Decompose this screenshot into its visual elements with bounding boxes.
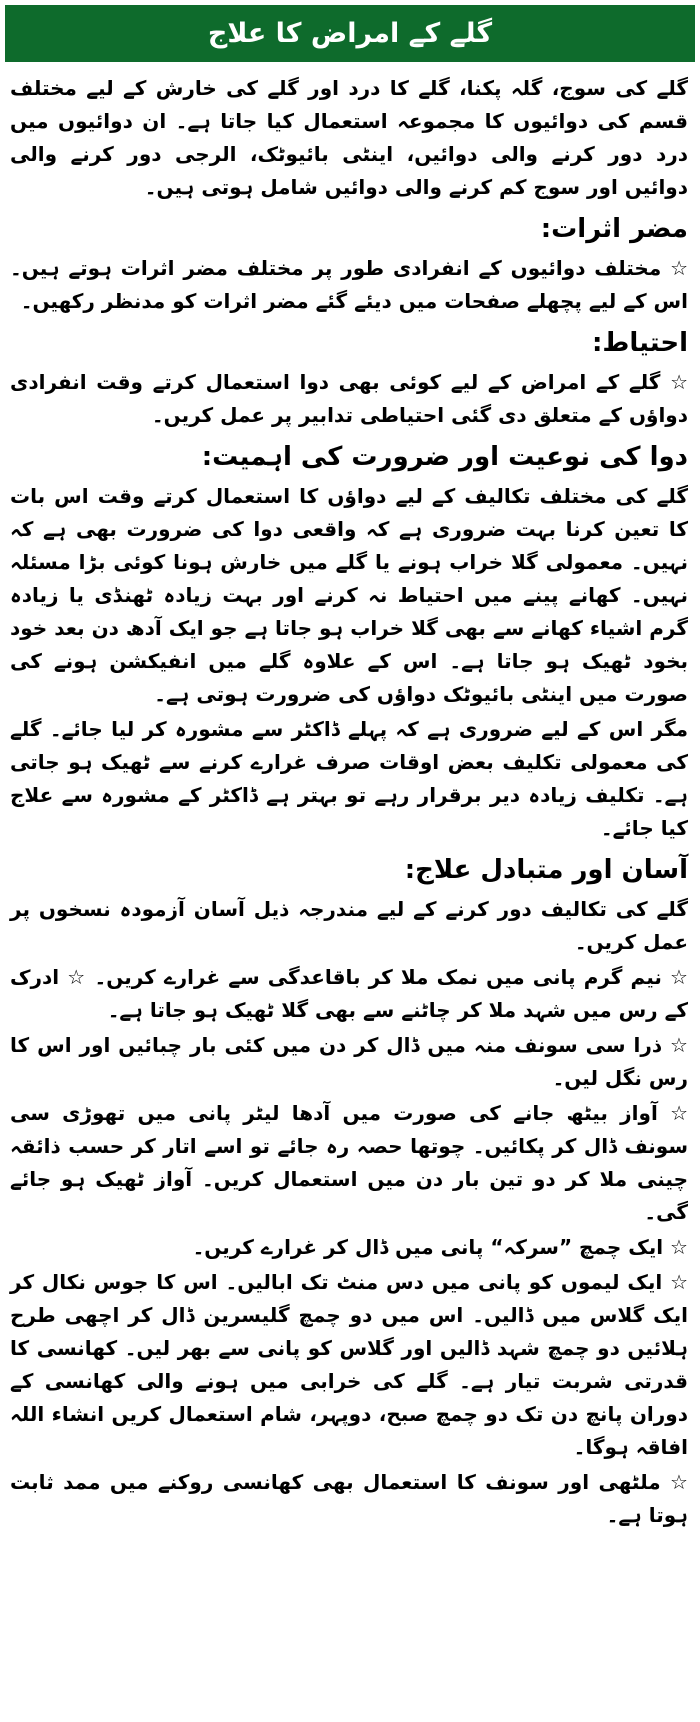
precautions-heading: احتیاط: (591, 328, 688, 358)
side-effects-heading: مضر اثرات: (540, 214, 688, 244)
article-body (10, 72, 688, 1534)
remedy-item: گلے کی تکالیف دور کرنے کے لیے مندرجہ ذیل آسان آزمودہ نسخوں پر عمل کریں۔ (10, 897, 688, 954)
side-effects-text: ☆ مختلف دوائیوں کے انفرادی طور پر مختلف مضر اثرات ہوتے ہیں۔ اس کے لیے پچھلے صفحات میں دیئے گئے مضر اثرات کو مدنظر رکھیں۔ (10, 256, 688, 313)
remedy-item: ☆ آواز بیٹھ جانے کی صورت میں آدھا لیٹر پانی میں تھوڑی سی سونف ڈال کر پکائیں۔ چوتھا حصہ رہ جائے تو اسے اتار کر حسب ذائقہ چینی ملا کر دو تین بار دن میں استعمال کریں۔ آواز ٹھیک ہو جائے گی۔ (10, 1101, 688, 1224)
importance-paragraph: مگر اس کے لیے ضروری ہے کہ پہلے ڈاکٹر سے مشورہ کر لیا جائے۔ گلے کی معمولی تکلیف بعض اوقات صرف غرارے کرنے سے ٹھیک ہو جاتی ہے۔ تکلیف زیادہ دیر برقرار رہے تو بہتر ہے ڈاکٹر کے مشورہ سے علاج کیا جائے۔ (10, 717, 688, 840)
remedy-item: ☆ ذرا سی سونف منہ میں ڈال کر دن میں کئی بار چبائیں اور اس کا رس نگل لیں۔ (10, 1033, 688, 1090)
page-title: گلے کے امراض کا علاج (5, 5, 695, 62)
precautions-text: ☆ گلے کے امراض کے لیے کوئی بھی دوا استعمال کرتے وقت انفرادی دواؤں کے متعلق دی گئی احتیاطی تدابیر پر عمل کریں۔ (10, 370, 688, 427)
intro-paragraph: گلے کی سوج، گلہ پکنا، گلے کا درد اور گلے کی خارش کے لیے مختلف قسم کی دوائیوں کا مجموعہ استعمال کیا جاتا ہے۔ ان دوائیوں میں درد دور کرنے والی دوائیں، اینٹی بائیوٹک، الرجی دور کرنے والی دوائیں اور سوج کم کرنے والی دوائیں شامل ہوتی ہیں۔ (10, 76, 688, 199)
remedy-item: ☆ نیم گرم پانی میں نمک ملا کر باقاعدگی سے غرارے کریں۔ ☆ ادرک کے رس میں شہد ملا کر چاٹنے سے بھی گلا ٹھیک ہو جاتا ہے۔ (10, 965, 688, 1022)
importance-paragraph: گلے کی مختلف تکالیف کے لیے دواؤں کا استعمال کرتے وقت اس بات کا تعین کرنا بہت ضروری ہے کہ واقعی دوا کی ضرورت بھی ہے کہ نہیں۔ معمولی گلا خراب ہونے یا گلے میں خارش ہونا کوئی بڑا مسئلہ نہیں۔ کھانے پینے میں احتیاط نہ کرنے اور بہت زیادہ ٹھنڈی یا زیادہ گرم اشیاء کھانے سے بھی گلا خراب ہو جاتا ہے جو ایک آدھ دن بعد خود بخود ٹھیک ہو جاتا ہے۔ اس کے علاوہ گلے میں انفیکشن ہونے کی صورت میں اینٹی بائیوٹک دواؤں کی ضرورت ہوتی ہے۔ (10, 484, 688, 706)
importance-heading: دوا کی نوعیت اور ضرورت کی اہمیت: (201, 442, 688, 472)
remedies-heading: آسان اور متبادل علاج: (404, 855, 688, 885)
remedy-item: ☆ ایک چمچ ”سرکہ“ پانی میں ڈال کر غرارے کریں۔ (192, 1235, 688, 1259)
remedy-item: ☆ ایک لیموں کو پانی میں دس منٹ تک ابالیں۔ اس کا جوس نکال کر ایک گلاس میں ڈالیں۔ اس میں دو چمچ گلیسرین ڈال کر اچھی طرح ہلائیں دو چمچ شہد ڈالیں اور گلاس کو پانی سے بھر لیں۔ کھانسی کا قدرتی شربت تیار ہے۔ گلے کی خرابی میں ہونے والی کھانسی کے دوران پانچ دن تک دو چمچ صبح، دوپہر، شام استعمال کریں انشاء اللہ افاقہ ہوگا۔ (10, 1270, 688, 1459)
remedy-item: ☆ ملٹھی اور سونف کا استعمال بھی کھانسی روکنے میں ممد ثابت ہوتا ہے۔ (10, 1470, 688, 1527)
